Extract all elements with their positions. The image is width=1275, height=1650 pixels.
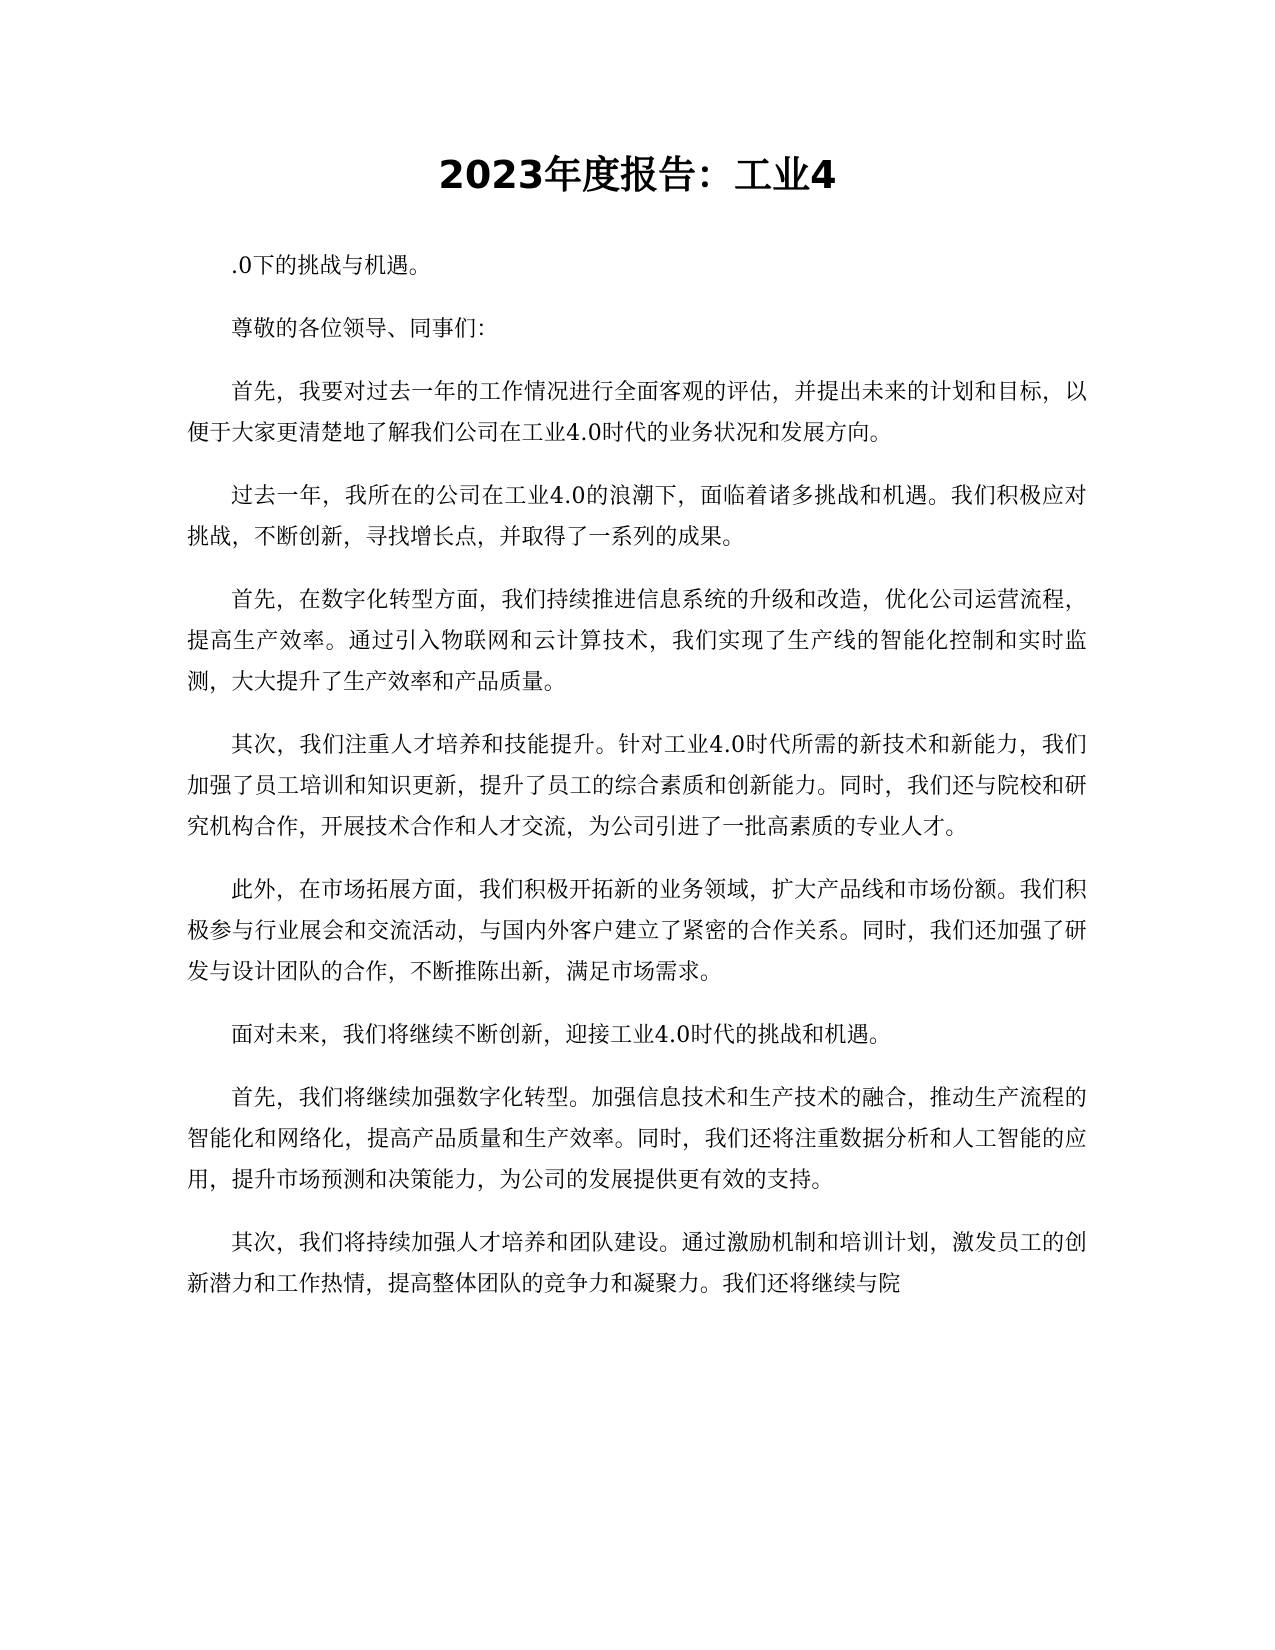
paragraph-talent-training: 其次，我们注重人才培养和技能提升。针对工业4.0时代所需的新技术和新能力，我们加强了员工培训和知识更新，提升了员工的综合素质和创新能力。同时，我们还与院校和研究机构合作，开展技术合作和人才交流，为公司引进了一批高素质的专业人才。 xyxy=(187,733,1087,840)
paragraph-future-talent: 其次，我们将持续加强人才培养和团队建设。通过激励机制和培训计划，激发员工的创新潜力和工作热情，提高整体团队的竞争力和凝聚力。我们还将继续与院 xyxy=(187,1231,1087,1297)
paragraph-market-expansion: 此外，在市场拓展方面，我们积极开拓新的业务领域，扩大产品线和市场份额。我们积极参与行业展会和交流活动，与国内外客户建立了紧密的合作关系。同时，我们还加强了研发与设计团队的合作，不断推陈出新，满足市场需求。 xyxy=(187,878,1087,985)
document-title: 2023年度报告：工业4 xyxy=(438,153,837,197)
paragraph-opening: 首先，我要对过去一年的工作情况进行全面客观的评估，并提出未来的计划和目标，以便于大家更清楚地了解我们公司在工业4.0时代的业务状况和发展方向。 xyxy=(187,380,1087,446)
paragraph-future-outlook: 面对未来，我们将继续不断创新，迎接工业4.0时代的挑战和机遇。 xyxy=(231,1023,892,1048)
document-body xyxy=(187,246,1087,1327)
paragraph-past-year: 过去一年，我所在的公司在工业4.0的浪潮下，面临着诸多挑战和机遇。我们积极应对挑战，不断创新，寻找增长点，并取得了一系列的成果。 xyxy=(187,484,1087,550)
paragraph-salutation: 尊敬的各位领导、同事们： xyxy=(231,317,499,342)
paragraph-future-digital: 首先，我们将继续加强数字化转型。加强信息技术和生产技术的融合，推动生产流程的智能化和网络化，提高产品质量和生产效率。同时，我们还将注重数据分析和人工智能的应用，提升市场预测和决策能力，为公司的发展提供更有效的支持。 xyxy=(187,1086,1087,1193)
paragraph-digital-transformation: 首先，在数字化转型方面，我们持续推进信息系统的升级和改造，优化公司运营流程，提高生产效率。通过引入物联网和云计算技术，我们实现了生产线的智能化控制和实时监测，大大提升了生产效率和产品质量。 xyxy=(187,588,1087,695)
paragraph-intro-fragment: .0下的挑战与机遇。 xyxy=(231,254,431,279)
